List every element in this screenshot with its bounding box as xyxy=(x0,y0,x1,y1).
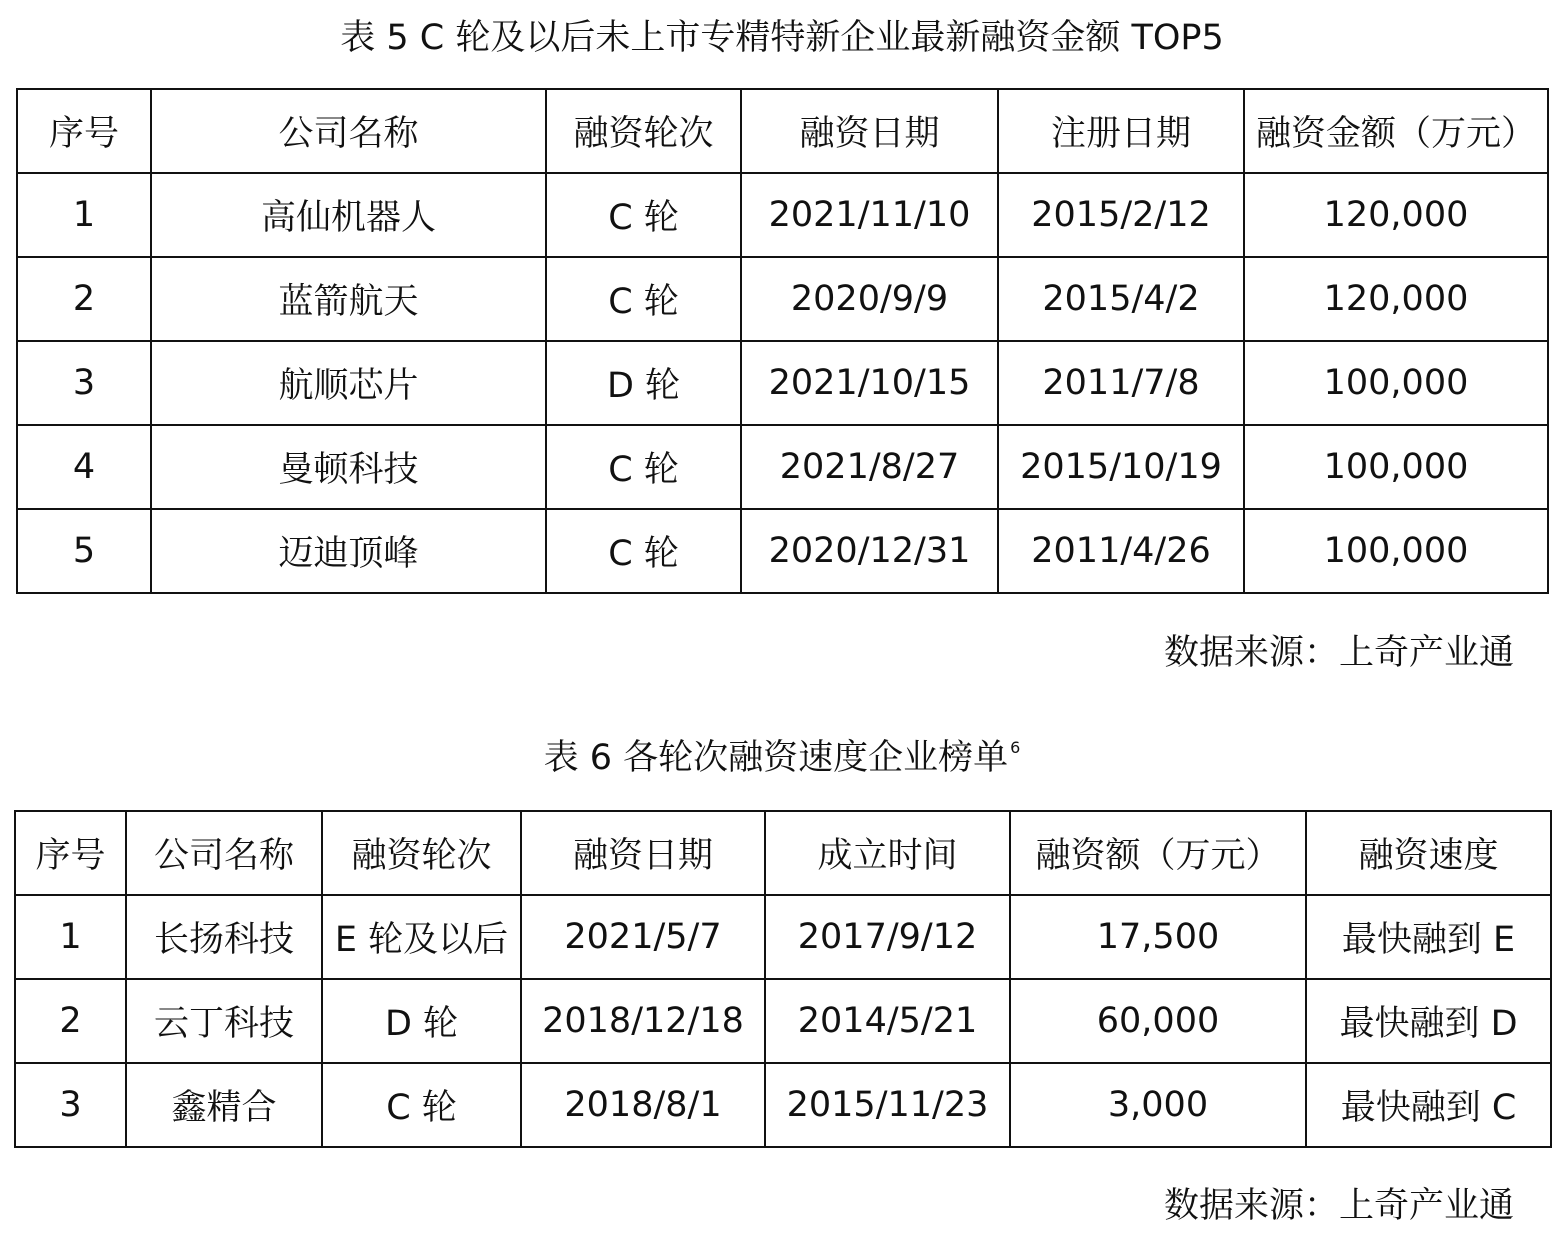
table-row xyxy=(17,257,1548,341)
table6-cell-round: C 轮 xyxy=(322,1063,521,1147)
table5-cell-index: 5 xyxy=(17,509,151,593)
table6-cell-round: D 轮 xyxy=(322,979,521,1063)
table5-cell-round: C 轮 xyxy=(546,257,741,341)
table-row xyxy=(15,1063,1551,1147)
table6-caption: 表 6 各轮次融资速度企业榜单 xyxy=(543,738,1009,778)
table5-cell-company: 航顺芯片 xyxy=(151,341,546,425)
table5-cell-registration-date: 2015/10/19 xyxy=(998,425,1244,509)
table6-cell-financing-date: 2018/8/1 xyxy=(521,1063,765,1147)
table-row xyxy=(17,425,1548,509)
table5-cell-company: 迈迪顶峰 xyxy=(151,509,546,593)
table-row xyxy=(17,509,1548,593)
table6-cell-index: 2 xyxy=(15,979,126,1063)
table6-cell-financing-date: 2018/12/18 xyxy=(521,979,765,1063)
table6-cell-founding-date: 2015/11/23 xyxy=(765,1063,1010,1147)
table6-caption-wrapper xyxy=(0,738,1564,778)
table5-cell-index: 1 xyxy=(17,173,151,257)
table6-cell-amount: 17,500 xyxy=(1010,895,1306,979)
table6-cell-amount: 3,000 xyxy=(1010,1063,1306,1147)
table5-cell-company: 蓝箭航天 xyxy=(151,257,546,341)
table5-cell-company: 高仙机器人 xyxy=(151,173,546,257)
table5-cell-financing-date: 2021/11/10 xyxy=(741,173,998,257)
table6-cell-speed: 最快融到 E xyxy=(1306,895,1551,979)
table5-cell-round: C 轮 xyxy=(546,425,741,509)
table6-cell-amount: 60,000 xyxy=(1010,979,1306,1063)
table6-footnote-mark[interactable]: 6 xyxy=(1010,738,1021,757)
table5-cell-amount: 100,000 xyxy=(1244,341,1548,425)
table5-header-company: 公司名称 xyxy=(151,89,546,173)
table6-header-round: 融资轮次 xyxy=(322,811,521,895)
table5-cell-index: 3 xyxy=(17,341,151,425)
table6-cell-founding-date: 2014/5/21 xyxy=(765,979,1010,1063)
table5-cell-registration-date: 2015/4/2 xyxy=(998,257,1244,341)
table6-header-amount: 融资额（万元） xyxy=(1010,811,1306,895)
table6-source-note: 数据来源：上奇产业通 xyxy=(1163,1186,1514,1226)
table5-header-row xyxy=(17,89,1548,173)
table5-header-index: 序号 xyxy=(17,89,151,173)
table6-header-speed: 融资速度 xyxy=(1306,811,1551,895)
table5-header-registration-date: 注册日期 xyxy=(998,89,1244,173)
table5-cell-financing-date: 2020/9/9 xyxy=(741,257,998,341)
table6 xyxy=(14,810,1552,1148)
table6-cell-company: 鑫精合 xyxy=(126,1063,322,1147)
table5-cell-amount: 120,000 xyxy=(1244,173,1548,257)
table6-cell-index: 3 xyxy=(15,1063,126,1147)
table5-header-financing-date: 融资日期 xyxy=(741,89,998,173)
table5-source-note: 数据来源：上奇产业通 xyxy=(1163,633,1514,673)
table5-caption: 表 5 C 轮及以后未上市专精特新企业最新融资金额 TOP5 xyxy=(340,18,1224,58)
table6-header-founding-date: 成立时间 xyxy=(765,811,1010,895)
table6-header-company: 公司名称 xyxy=(126,811,322,895)
table-row xyxy=(15,979,1551,1063)
table5-cell-registration-date: 2011/7/8 xyxy=(998,341,1244,425)
table5-cell-financing-date: 2021/10/15 xyxy=(741,341,998,425)
table6-cell-founding-date: 2017/9/12 xyxy=(765,895,1010,979)
table5-cell-round: C 轮 xyxy=(546,509,741,593)
table5-cell-financing-date: 2020/12/31 xyxy=(741,509,998,593)
table6-cell-speed: 最快融到 C xyxy=(1306,1063,1551,1147)
table6-cell-speed: 最快融到 D xyxy=(1306,979,1551,1063)
table6-cell-round: E 轮及以后 xyxy=(322,895,521,979)
table5-cell-registration-date: 2011/4/26 xyxy=(998,509,1244,593)
table-row xyxy=(17,173,1548,257)
table5-header-round: 融资轮次 xyxy=(546,89,741,173)
table5-header-amount: 融资金额（万元） xyxy=(1244,89,1548,173)
table5 xyxy=(16,88,1549,594)
table6-header-row xyxy=(15,811,1551,895)
table5-cell-amount: 100,000 xyxy=(1244,425,1548,509)
table5-cell-financing-date: 2021/8/27 xyxy=(741,425,998,509)
table5-cell-index: 2 xyxy=(17,257,151,341)
table5-cell-amount: 120,000 xyxy=(1244,257,1548,341)
table6-cell-financing-date: 2021/5/7 xyxy=(521,895,765,979)
table5-cell-index: 4 xyxy=(17,425,151,509)
table6-cell-index: 1 xyxy=(15,895,126,979)
table6-header-financing-date: 融资日期 xyxy=(521,811,765,895)
table-row xyxy=(17,341,1548,425)
table5-cell-round: C 轮 xyxy=(546,173,741,257)
table5-cell-round: D 轮 xyxy=(546,341,741,425)
table5-cell-company: 曼顿科技 xyxy=(151,425,546,509)
table6-cell-company: 长扬科技 xyxy=(126,895,322,979)
table6-header-index: 序号 xyxy=(15,811,126,895)
table6-cell-company: 云丁科技 xyxy=(126,979,322,1063)
table5-cell-registration-date: 2015/2/12 xyxy=(998,173,1244,257)
table5-cell-amount: 100,000 xyxy=(1244,509,1548,593)
table-row xyxy=(15,895,1551,979)
